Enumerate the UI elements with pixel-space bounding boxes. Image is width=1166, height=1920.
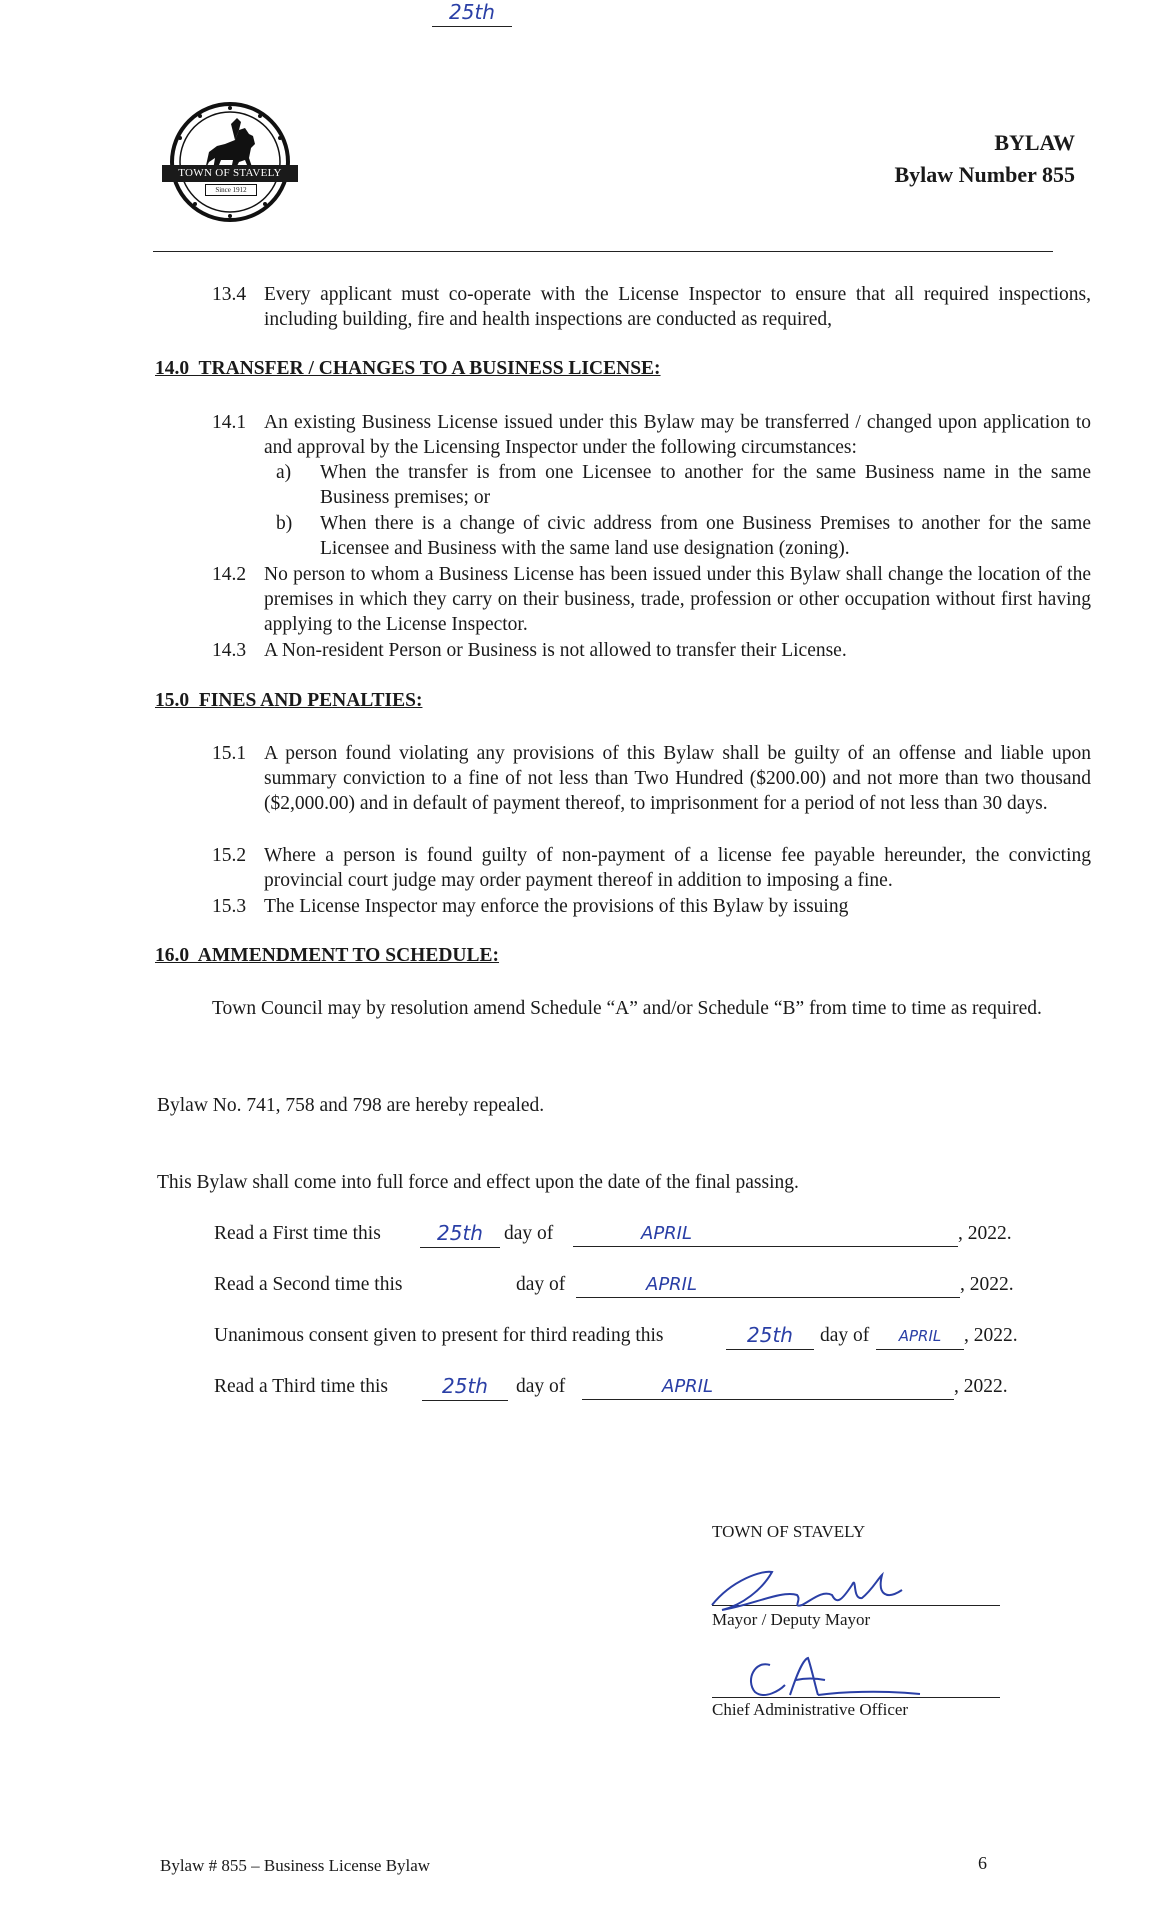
- reading-third-label: Read a Third time this: [214, 1376, 389, 1397]
- effect-statement: This Bylaw shall come into full force and effect upon the date of the final passing.: [157, 1172, 799, 1193]
- cao-signature: [730, 1650, 930, 1705]
- seal-graphic: [165, 100, 295, 225]
- reading-first-month-value: APRIL: [641, 1223, 693, 1244]
- doc-title: BYLAW: [994, 130, 1075, 155]
- reading-second-month: [576, 1272, 960, 1298]
- item-14-1-a-label: a): [276, 462, 292, 483]
- reading-third-consent-dayof: day of: [820, 1325, 870, 1346]
- item-14-1-b-label: b): [276, 513, 293, 534]
- footer-title: Bylaw # 855 – Business License Bylaw: [160, 1856, 431, 1875]
- item-13-4-number: 13.4: [212, 284, 247, 305]
- reading-third-month-value: APRIL: [662, 1376, 714, 1397]
- reading-second-dayof: day of: [516, 1274, 566, 1295]
- reading-first-month: [573, 1221, 958, 1247]
- reading-first-label: Read a First time this: [214, 1223, 381, 1244]
- item-14-2-number: 14.2: [212, 564, 247, 585]
- item-15-2-text: Where a person is found guilty of non-payment of a license fee payable hereunder, the convicting provincial court judge may order payment thereof in addition to imposing a fine.: [264, 845, 1091, 891]
- item-14-3-number: 14.3: [212, 640, 247, 661]
- item-15-3-number: 15.3: [212, 896, 247, 917]
- item-14-1-b-text: When there is a change of civic address from one Business Premises to another for the same Licensee and Business with the same land use designation (zoning).: [320, 513, 1091, 559]
- cao-label: Chief Administrative Officer: [712, 1700, 909, 1719]
- item-14-1-a-text: When the transfer is from one Licensee to another for the same Business name in the same Business premises; or: [320, 462, 1091, 508]
- seal-banner: TOWN OF STAVELY: [162, 165, 298, 182]
- item-15-2-number: 15.2: [212, 845, 247, 866]
- reading-first-dayof: day of: [504, 1223, 554, 1244]
- item-13-4-text: Every applicant must co-operate with the License Inspector to ensure that all required inspections, including building, fire and health inspections are conducted as required,: [264, 284, 1091, 330]
- town-seal-logo: [165, 100, 295, 225]
- repeal-statement: Bylaw No. 741, 758 and 798 are hereby repealed.: [157, 1095, 545, 1116]
- reading-third-consent-month-value: APRIL: [898, 1327, 942, 1345]
- reading-third-consent-year: , 2022.: [964, 1325, 1018, 1346]
- reading-third-consent-label: Unanimous consent given to present for third reading this: [214, 1325, 664, 1346]
- reading-first-day-value: 25th: [437, 1221, 483, 1245]
- signature-org: TOWN OF STAVELY: [712, 1522, 866, 1541]
- reading-second-month-value: APRIL: [646, 1274, 698, 1295]
- reading-first-year: , 2022.: [958, 1223, 1012, 1244]
- section-15-heading: 15.0 FINES AND PENALTIES:: [155, 690, 423, 711]
- header-rule: [153, 251, 1053, 252]
- reading-third-month: [582, 1374, 954, 1400]
- reading-third-day: [422, 1374, 508, 1401]
- reading-third-dayof: day of: [516, 1376, 566, 1397]
- reading-third-day-value: 25th: [442, 1374, 488, 1398]
- item-14-3-text: A Non-resident Person or Business is not allowed to transfer their License.: [264, 640, 847, 661]
- item-14-1-text: An existing Business License issued under this Bylaw may be transferred / changed upon application to and approval by the Licensing Inspector under the following circumstances:: [264, 412, 1091, 458]
- seal-since: Since 1912: [205, 184, 257, 196]
- reading-third-consent-day-value: 25th: [747, 1323, 793, 1347]
- reading-first-day: [420, 1221, 500, 1248]
- item-14-2-text: No person to whom a Business License has been issued under this Bylaw shall change the location of the premises in which they carry on their business, trade, profession or other occupation without first having applying to the License Inspector.: [264, 564, 1091, 635]
- reading-third-year: , 2022.: [954, 1376, 1008, 1397]
- reading-third-consent-month: [876, 1323, 964, 1350]
- item-14-1-number: 14.1: [212, 412, 247, 433]
- section-16-text: Town Council may by resolution amend Schedule “A” and/or Schedule “B” from time to time as required.: [212, 998, 1042, 1019]
- item-15-1-text: A person found violating any provisions of this Bylaw shall be guilty of an offense and liable upon summary conviction to a fine of not less than Two Hundred ($200.00) and not more than two thousand ($2,000.00) and in default of payment thereof, to imprisonment for a period of not less than 30 days.: [264, 743, 1091, 814]
- mayor-label: Mayor / Deputy Mayor: [712, 1610, 871, 1629]
- section-14-heading: 14.0 TRANSFER / CHANGES TO A BUSINESS LICENSE:: [155, 358, 661, 379]
- item-15-3-text: The License Inspector may enforce the provisions of this Bylaw by issuing: [264, 896, 849, 917]
- section-16-heading: 16.0 AMMENDMENT TO SCHEDULE:: [155, 945, 500, 966]
- reading-second-year: , 2022.: [960, 1274, 1014, 1295]
- bylaw-number: Bylaw Number 855: [894, 162, 1075, 187]
- item-15-1-number: 15.1: [212, 743, 247, 764]
- reading-second-day-value: 25th: [449, 0, 495, 24]
- reading-third-consent-day: [726, 1323, 814, 1350]
- reading-second-label: Read a Second time this: [214, 1274, 403, 1295]
- page-number: 6: [978, 1853, 987, 1873]
- reading-second-day: [432, 0, 512, 27]
